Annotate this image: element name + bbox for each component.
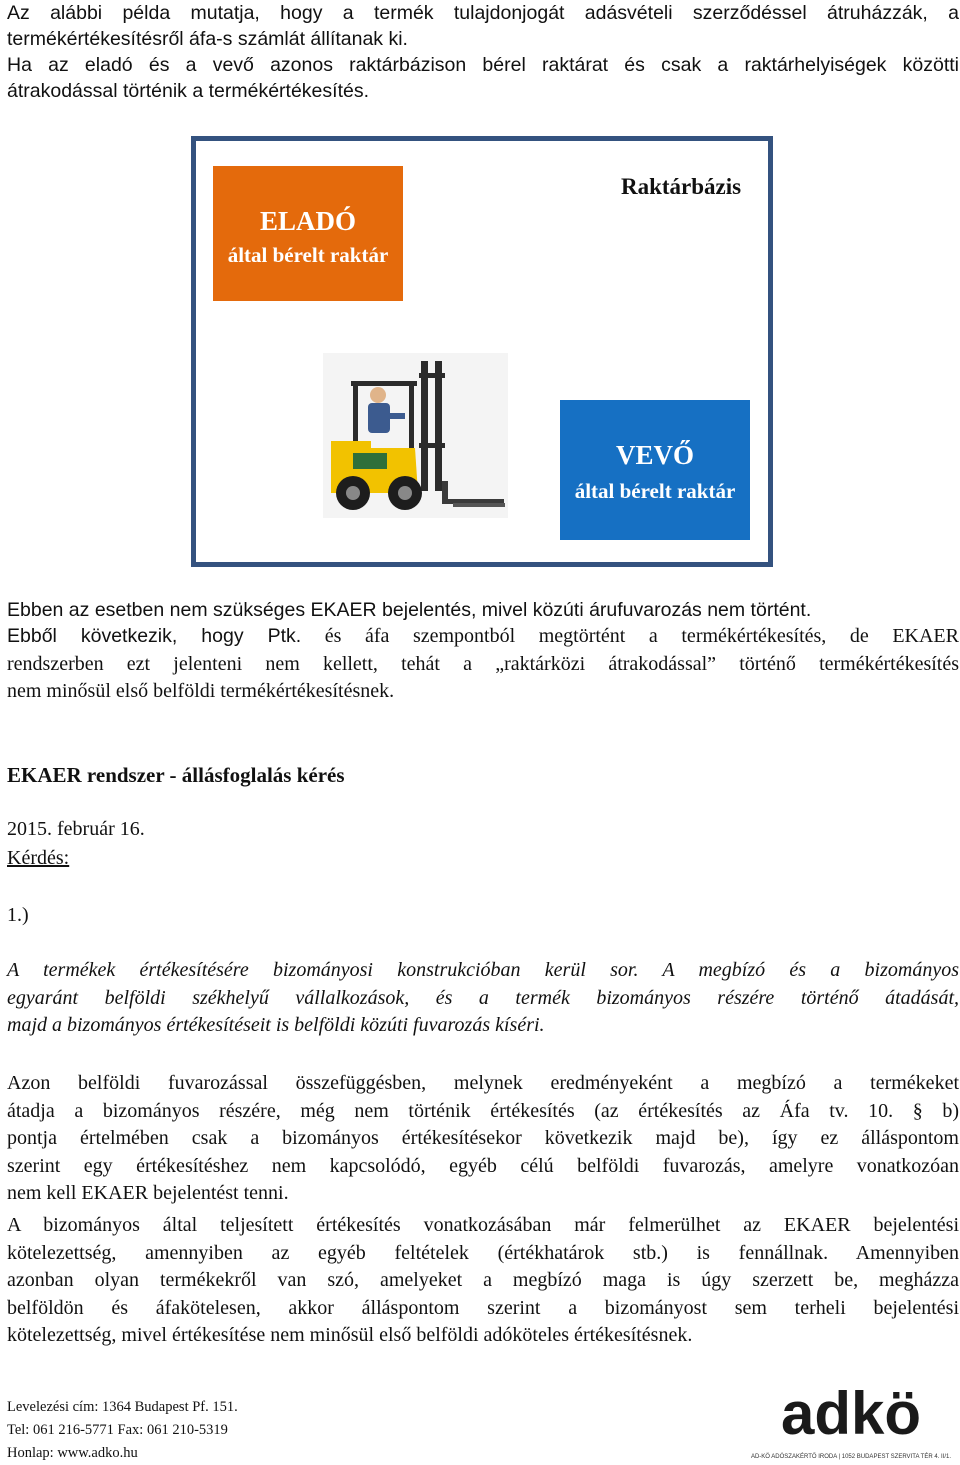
footer-phone: Tel: 061 216-5771 Fax: 061 210-5319 — [7, 1422, 228, 1438]
question-paragraph — [7, 957, 959, 1040]
seller-title: ELADÓ — [259, 206, 357, 236]
intro-line-4: átrakodással történik a termékértékesítés. — [7, 80, 369, 102]
conclusion-line-4: nem minősül első belföldi termékértékesítésnek. — [7, 680, 395, 702]
logo-tagline: AD-KÖ ADÓSZAKÉRTŐ IRODA | 1052 BUDAPEST SZERVITA TÉR 4. II/1. — [750, 1454, 952, 1460]
buyer-title: VEVŐ — [615, 440, 694, 470]
intro-line-2: termékértékesítésről áfa-s számlát állítanak ki. — [7, 28, 408, 50]
conclusion-line-1: Ebben az esetben nem szükséges EKAER bejelentés, mivel közúti árufuvarozás nem történt. — [7, 599, 812, 621]
intro-line-1: Az alábbi példa mutatja, hogy a termék tulajdonjogát adásvételi szerződéssel átruházzák, a — [7, 2, 959, 24]
adko-logo — [745, 1386, 957, 1462]
conclusion-line-2 — [7, 623, 959, 651]
footer-web: Honlap: www.adko.hu — [7, 1445, 138, 1461]
question-line-1: A termékek értékesítésére bizományosi konstrukcióban kerül sor. A megbízó és a bizományos — [7, 959, 959, 981]
question-label: Kérdés: — [7, 847, 70, 869]
conclusion-paragraph-cont — [7, 651, 959, 705]
answer-paragraph-1 — [7, 1070, 959, 1208]
conclusion-paragraph — [7, 597, 959, 651]
question-line-2: egyaránt belföldi székhelyű vállalkozások, és a termék bizományos részére történő átadását, — [7, 986, 959, 1009]
answer-paragraph-2 — [7, 1212, 959, 1350]
answer-p1-line-3: pontja értelmében csak a bizományos értékesítésekor következik majd be), így ez álláspontom — [7, 1127, 959, 1149]
intro-line-3: Ha az eladó és a vevő azonos raktárbázison bérel raktárat és csak a raktárhelyiségek közötti — [7, 54, 959, 76]
seller-warehouse-box — [213, 166, 403, 301]
answer-p2-line-3: azonban olyan termékekről van szó, amelyeket a megbízó maga is úgy szerzett be, megházza — [7, 1269, 959, 1291]
answer-p2-line-2: kötelezettség, amennyiben az egyéb feltételek (értékhatárok stb.) is fennállnak. Amennyiben — [7, 1241, 959, 1264]
answer-p2-line-1: A bizományos által teljesített értékesítés vonatkozásában már felmerülhet az EKAER bejelentési — [7, 1214, 959, 1236]
question-number: 1.) — [7, 904, 29, 926]
section-date: 2015. február 16. — [7, 818, 145, 840]
buyer-warehouse-box — [560, 400, 750, 540]
warehouse-diagram — [191, 136, 773, 567]
answer-p1-line-2: átadja a bizományos részére, még nem történik értékesítés (az értékesítés az Áfa tv. 10. § b) — [7, 1099, 959, 1122]
buyer-subtitle: által bérelt raktár — [574, 479, 736, 503]
question-label-row — [7, 845, 959, 873]
answer-p1-line-4: szerint egy értékesítéshez nem kapcsolódó, egyéb célú belföldi fuvarozás, amelyre vonatkozóan — [7, 1154, 959, 1177]
logo-wordmark: adkö — [780, 1386, 922, 1447]
forklift-image — [323, 353, 508, 518]
warehouse-base-label: Raktárbázis — [621, 174, 742, 199]
conclusion-line-2a: Ebből következik, hogy Ptk. — [7, 625, 302, 647]
conclusion-line-2b: és áfa szempontból megtörtént a termékértékesítés, de EKAER — [301, 625, 959, 647]
question-line-3: majd a bizományos értékesítéseit is belföldi közúti fuvarozás kíséri. — [7, 1014, 545, 1036]
answer-p2-line-4: belföldön és áfakötelesen, akkor álláspontom szerint a bizományost sem terheli bejelentési — [7, 1296, 959, 1319]
seller-subtitle: által bérelt raktár — [227, 243, 389, 267]
section-heading: EKAER rendszer - állásfoglalás kérés — [7, 763, 345, 787]
answer-p2-line-5: kötelezettség, mivel értékesítése nem minősül első belföldi adóköteles értékesítésnek. — [7, 1324, 693, 1346]
intro-paragraph — [7, 0, 959, 104]
answer-p1-line-5: nem kell EKAER bejelentést tenni. — [7, 1182, 289, 1204]
footer-address: Levelezési cím: 1364 Budapest Pf. 151. — [7, 1399, 238, 1415]
answer-p1-line-1: Azon belföldi fuvarozással összefüggésben, melynek eredményeként a megbízó a termékeket — [7, 1072, 959, 1094]
conclusion-line-3: rendszerben ezt jelenteni nem kellett, tehát a „raktárközi átrakodással” történő termékértékesítés — [7, 653, 959, 675]
